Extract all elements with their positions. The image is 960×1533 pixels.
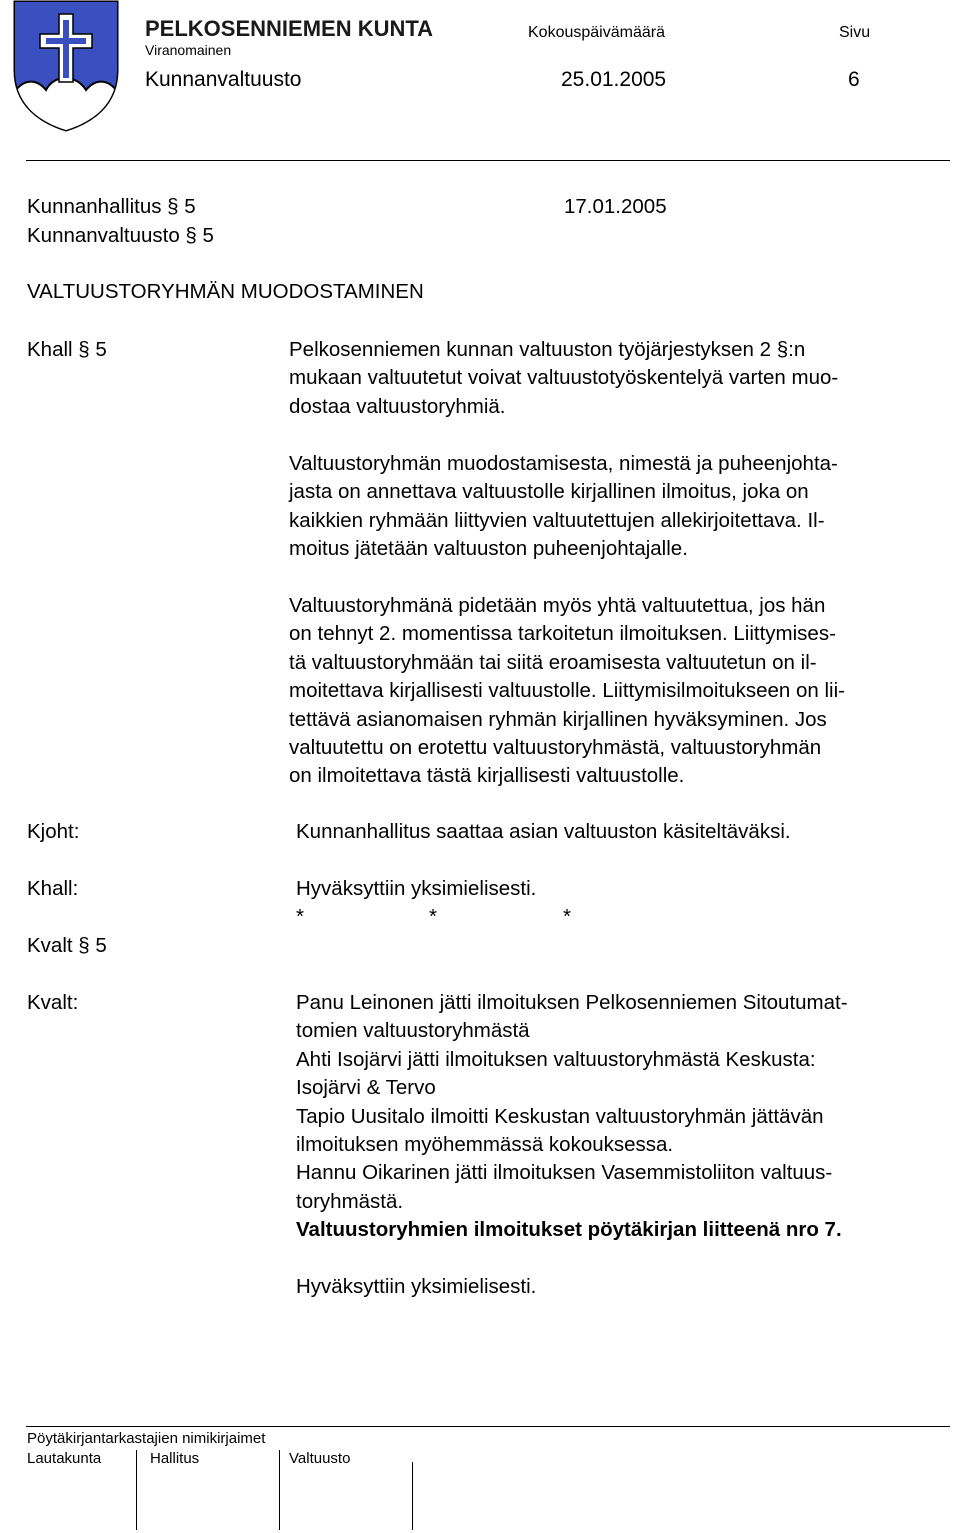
- footer-divider: [26, 1426, 950, 1427]
- coat-of-arms-icon: [12, 0, 120, 132]
- signature-box-divider: [136, 1450, 137, 1530]
- footer-col-hallitus: Hallitus: [150, 1450, 200, 1467]
- signature-box-divider: [279, 1450, 280, 1530]
- authority-label: Viranomainen: [145, 42, 232, 58]
- meeting-date: 25.01.2005: [561, 68, 667, 91]
- section-label-khall: Khall § 5: [27, 338, 107, 361]
- kjoht-label: Kjoht:: [27, 820, 80, 843]
- page-label: Sivu: [839, 24, 871, 41]
- ref-kunnanhallitus: Kunnanhallitus § 5: [27, 195, 196, 218]
- signature-box-divider: [412, 1462, 413, 1530]
- text-line: toryhmästä.: [296, 1189, 404, 1213]
- separator-star: *: [563, 905, 571, 928]
- kvalt-text: [296, 989, 956, 1245]
- text-line: valtuutettu on erotettu valtuustoryhmästä, valtuustoryhmän: [289, 736, 822, 760]
- text-line: Ahti Isojärvi jätti ilmoituksen valtuustoryhmästä Keskusta:: [296, 1047, 816, 1071]
- footer-col-lautakunta: Lautakunta: [27, 1450, 102, 1467]
- kvalt-decision-text: Hyväksyttiin yksimielisesti.: [296, 1275, 537, 1298]
- text-line: kaikkien ryhmään liittyvien valtuutettujen allekirjoitettava. Il-: [289, 508, 825, 532]
- text-line: dostaa valtuustoryhmiä.: [289, 394, 506, 418]
- meeting-date-label: Kokouspäivämäärä: [528, 24, 665, 41]
- text-line: moitus jätetään valtuuston puheenjohtajalle.: [289, 537, 688, 561]
- paragraph-2: [289, 450, 957, 564]
- text-line: Pelkosenniemen kunnan valtuuston työjärjestyksen 2 §:n: [289, 338, 806, 361]
- text-line: Tapio Uusitalo ilmoitti Keskustan valtuustoryhmän jättävän: [296, 1104, 824, 1128]
- text-line: tettävä asianomaisen ryhmän kirjallinen hyväksyminen. Jos: [289, 707, 827, 731]
- text-line: on ilmoitettava tästä kirjallisesti valtuustolle.: [289, 764, 685, 788]
- text-line: Valtuustoryhmän muodostamisesta, nimestä ja puheenjohta-: [289, 452, 838, 475]
- text-line: tä valtuustoryhmään tai siitä eroamisesta valtuutetun on il-: [289, 650, 817, 674]
- text-line: on tehnyt 2. momentissa tarkoitetun ilmoituksen. Liittymises-: [289, 622, 836, 646]
- text-line: Panu Leinonen jätti ilmoituksen Pelkosenniemen Sitoutumat-: [296, 991, 848, 1014]
- ref-date: 17.01.2005: [564, 195, 667, 218]
- text-line: Hannu Oikarinen jätti ilmoituksen Vasemmistoliiton valtuus-: [296, 1161, 833, 1185]
- attachment-note: Valtuustoryhmien ilmoitukset pöytäkirjan liitteenä nro 7.: [296, 1218, 842, 1242]
- authority: Kunnanvaltuusto: [145, 68, 302, 91]
- text-line: Isojärvi & Tervo: [296, 1076, 436, 1100]
- ref-kunnanvaltuusto: Kunnanvaltuusto § 5: [27, 224, 214, 247]
- paragraph-3: [289, 592, 957, 791]
- municipality-name: PELKOSENNIEMEN KUNTA: [145, 16, 434, 41]
- document-title: VALTUUSTORYHMÄN MUODOSTAMINEN: [27, 280, 424, 303]
- text-line: Valtuustoryhmänä pidetään myös yhtä valtuutettua, jos hän: [289, 594, 826, 617]
- footer-col-valtuusto: Valtuusto: [289, 1450, 351, 1467]
- kvalt-label: Kvalt:: [27, 991, 79, 1014]
- kjoht-text: Kunnanhallitus saattaa asian valtuuston käsiteltäväksi.: [296, 820, 791, 843]
- separator-star: *: [296, 905, 304, 928]
- section-label-kvalt: Kvalt § 5: [27, 934, 107, 957]
- header-divider: [26, 160, 950, 161]
- separator-star: *: [429, 905, 437, 928]
- text-line: ilmoituksen myöhemmässä kokouksessa.: [296, 1133, 674, 1157]
- khall-decision-text: Hyväksyttiin yksimielisesti.: [296, 877, 537, 900]
- page-number: 6: [848, 68, 860, 91]
- signatures-label: Pöytäkirjantarkastajien nimikirjaimet: [27, 1430, 266, 1447]
- text-line: tomien valtuustoryhmästä: [296, 1019, 530, 1043]
- text-line: jasta on annettava valtuustolle kirjallinen ilmoitus, joka on: [289, 480, 809, 504]
- text-line: mukaan valtuutetut voivat valtuustotyöskentelyä varten muo-: [289, 366, 839, 390]
- khall-label: Khall:: [27, 877, 79, 900]
- paragraph-1: [289, 336, 957, 421]
- text-line: moitettava kirjallisesti valtuustolle. Liittymisilmoitukseen on lii-: [289, 679, 845, 703]
